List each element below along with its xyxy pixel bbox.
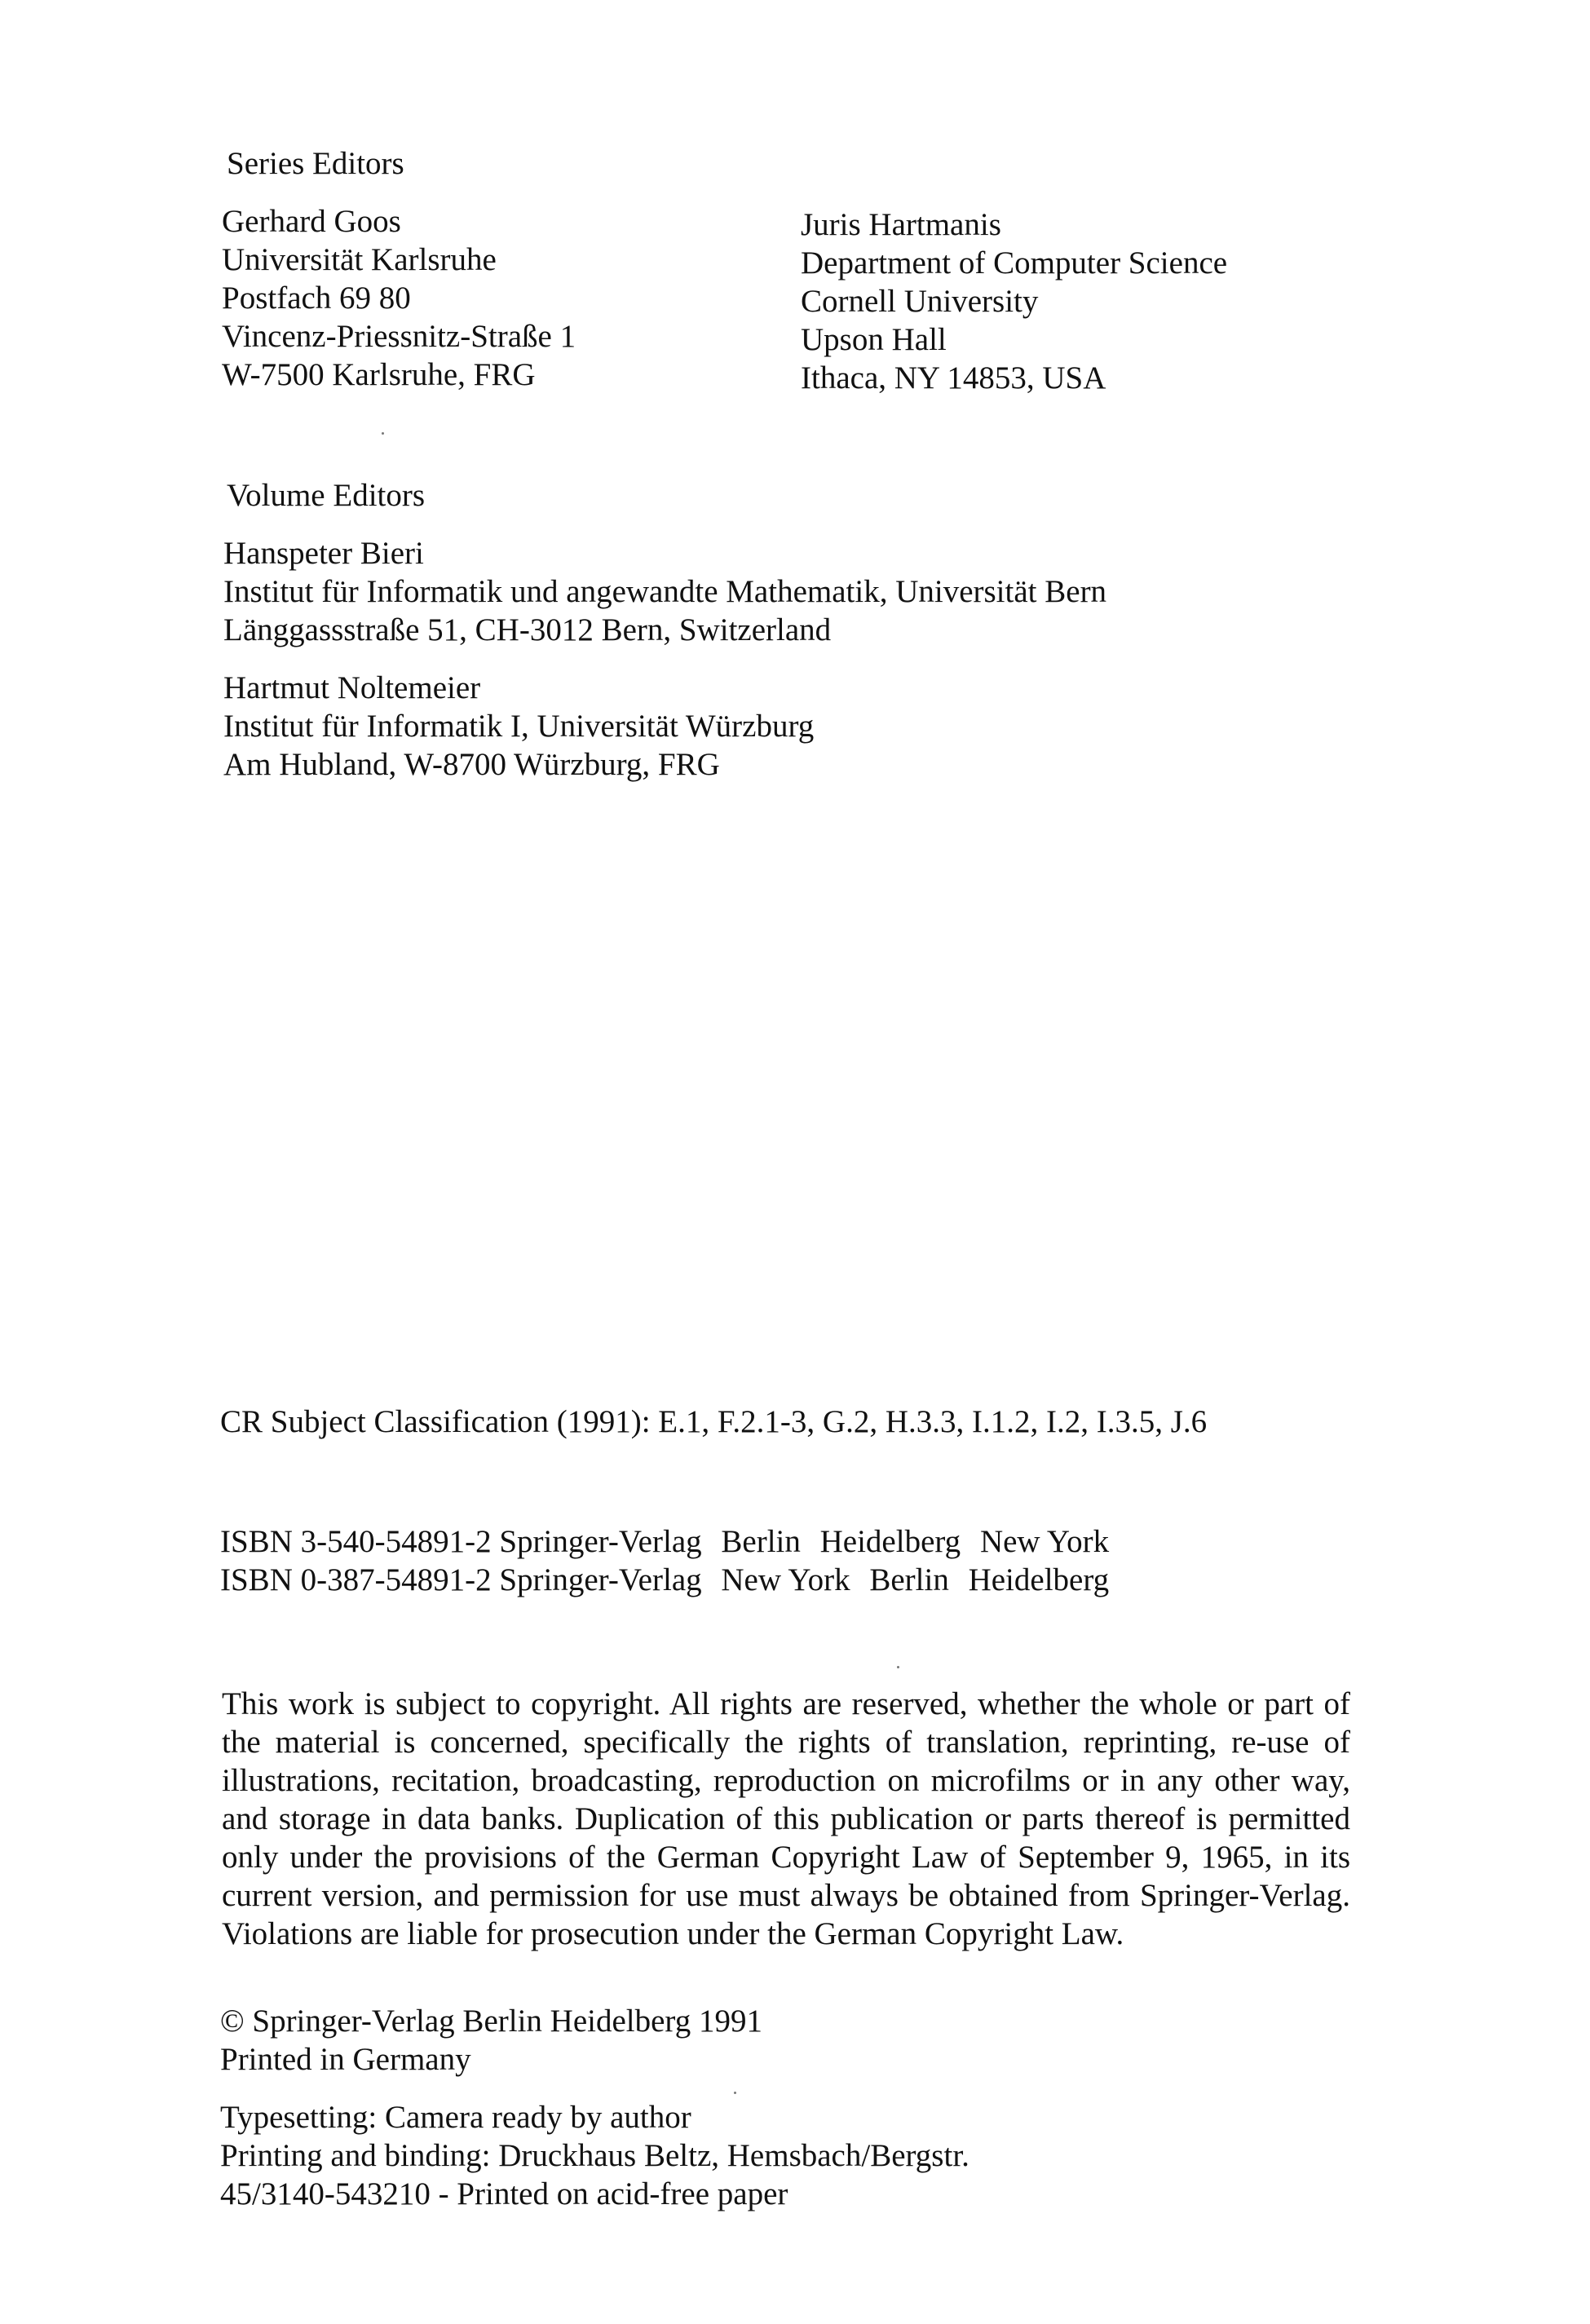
isbn-list [220, 1522, 1109, 1599]
address-line: Cornell University [801, 284, 1039, 319]
production-line: Typesetting: Camera ready by author [220, 2100, 691, 2135]
imprint-line: © Springer-Verlag Berlin Heidelberg 1991 [220, 2004, 762, 2039]
address-line: Hartmut Noltemeier [223, 670, 481, 705]
isbn-city: Berlin [721, 1524, 801, 1559]
isbn-publisher: Springer-Verlag [499, 1524, 702, 1559]
address-line: Universität Karlsruhe [222, 242, 497, 277]
address-line: Department of Computer Science [801, 245, 1228, 281]
print-speck [897, 1666, 899, 1668]
address-line: Gerhard Goos [222, 204, 401, 239]
copyright-line: This work is subject to copyright. All rights are reserved, whether the whole or part of [222, 1686, 1350, 1721]
editor-address-goos [222, 202, 576, 394]
address-line: Vincenz-Priessnitz-Straße 1 [222, 319, 576, 354]
address-line: Institut für Informatik und angewandte Mathematik, Universität Bern [223, 574, 1107, 609]
address-line: Länggassstraße 51, CH-3012 Bern, Switzerland [223, 612, 832, 647]
copyright-line: the material is concerned, specifically the rights of translation, reprinting, re-use of [222, 1725, 1350, 1760]
copyright-line: only under the provisions of the German Copyright Law of September 9, 1965, in its [222, 1840, 1350, 1875]
copyright-line: illustrations, recitation, broadcasting, reproduction on microfilms or in any other way, [222, 1763, 1350, 1798]
imprint-line: Printed in Germany [220, 2042, 471, 2077]
isbn-line [220, 1522, 1109, 1561]
copyright-line: Violations are liable for prosecution under the German Copyright Law. [222, 1916, 1124, 1951]
isbn-city: New York [979, 1524, 1110, 1559]
isbn-city: New York [721, 1562, 850, 1597]
print-speck [382, 432, 384, 435]
isbn-city: Berlin [869, 1562, 949, 1597]
address-line: Hanspeter Bieri [223, 536, 424, 571]
address-line: Institut für Informatik I, Universität Würzburg [223, 709, 815, 744]
series-editors-heading: Series Editors [227, 146, 404, 181]
address-line: Postfach 69 80 [222, 281, 411, 316]
publisher-imprint [220, 2002, 762, 2079]
editor-address-noltemeier [223, 669, 814, 784]
cr-subject-classification [220, 1403, 1207, 1441]
production-details [220, 2098, 969, 2213]
production-line: 45/3140-543210 - Printed on acid-free paper [220, 2176, 788, 2211]
editor-address-bieri [223, 534, 1106, 649]
copyright-line: current version, and permission for use must always be obtained from Springer-Verlag. [222, 1878, 1350, 1913]
address-line: Ithaca, NY 14853, USA [801, 360, 1106, 395]
address-line: Upson Hall [801, 322, 947, 357]
copyright-line: and storage in data banks. Duplication of this publication or parts thereof is permitted [222, 1801, 1350, 1836]
address-line: Am Hubland, W-8700 Würzburg, FRG [223, 747, 720, 782]
volume-editors-heading: Volume Editors [227, 478, 426, 513]
copyright-notice [222, 1685, 1350, 1953]
isbn-city: Heidelberg [968, 1562, 1110, 1597]
production-line: Printing and binding: Druckhaus Beltz, Hemsbach/Bergstr. [220, 2138, 969, 2173]
isbn-line [220, 1561, 1109, 1599]
print-speck [734, 2092, 736, 2094]
address-line: W-7500 Karlsruhe, FRG [222, 357, 536, 392]
isbn-number: ISBN 0-387-54891-2 [220, 1562, 492, 1597]
address-line: Juris Hartmanis [801, 207, 1001, 242]
isbn-publisher: Springer-Verlag [499, 1562, 702, 1597]
isbn-city: Heidelberg [819, 1524, 961, 1559]
isbn-number: ISBN 3-540-54891-2 [220, 1524, 492, 1559]
classification-line: CR Subject Classification (1991): E.1, F.2.1-3, G.2, H.3.3, I.1.2, I.2, I.3.5, J.6 [220, 1404, 1208, 1439]
editor-address-hartmanis [801, 205, 1227, 397]
